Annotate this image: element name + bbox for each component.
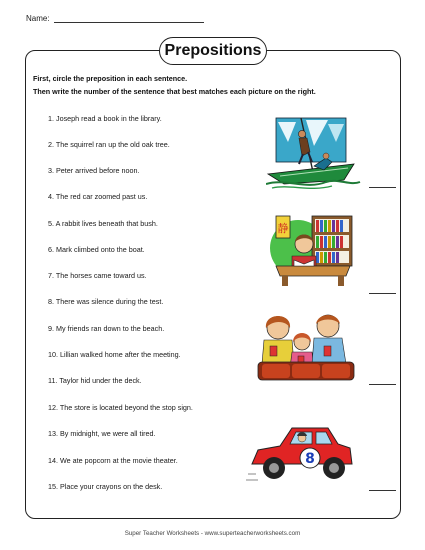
title-box xyxy=(159,37,267,65)
sentence-3: 3. Peter arrived before noon. xyxy=(48,166,140,175)
name-field[interactable] xyxy=(54,14,204,23)
answer-line-theater[interactable] xyxy=(369,384,396,385)
library-picture xyxy=(266,206,356,288)
sentence-2: 2. The squirrel ran up the old oak tree. xyxy=(48,140,170,149)
answer-line-car[interactable] xyxy=(369,490,396,491)
sentence-11: 11. Taylor hid under the deck. xyxy=(48,376,142,385)
sentence-14: 14. We ate popcorn at the movie theater. xyxy=(48,456,178,465)
race-car-picture xyxy=(246,420,356,486)
sentence-10: 10. Lillian walked home after the meeting. xyxy=(48,350,181,359)
name-label: Name: xyxy=(26,14,50,23)
sentence-4: 4. The red car zoomed past us. xyxy=(48,192,148,201)
sentence-6: 6. Mark climbed onto the boat. xyxy=(48,245,145,254)
name-row xyxy=(26,14,204,23)
theater-picture xyxy=(256,306,356,384)
instruction-line-2: Then write the number of the sentence that best matches each picture on the right. xyxy=(33,87,316,96)
sentence-1: 1. Joseph read a book in the library. xyxy=(48,114,162,123)
sentence-8: 8. There was silence during the test. xyxy=(48,297,164,306)
car-number-text: 8 xyxy=(305,451,315,467)
instructions xyxy=(33,72,316,98)
sentence-7: 7. The horses came toward us. xyxy=(48,271,147,280)
page-title: Prepositions xyxy=(164,42,262,59)
boat-picture xyxy=(266,112,362,192)
sentence-9: 9. My friends ran down to the beach. xyxy=(48,324,165,333)
sentence-12: 12. The store is located beyond the stop sign. xyxy=(48,403,193,412)
footer: Super Teacher Worksheets - www.superteacherworksheets.com xyxy=(124,530,301,537)
library-sign-text: 静 xyxy=(277,222,289,235)
sentence-15: 15. Place your crayons on the desk. xyxy=(48,482,163,491)
answer-line-boat[interactable] xyxy=(369,187,396,188)
sentence-13: 13. By midnight, we were all tired. xyxy=(48,429,156,438)
instruction-line-1: First, circle the preposition in each sentence. xyxy=(33,74,188,83)
answer-line-library[interactable] xyxy=(369,293,396,294)
sentence-5: 5. A rabbit lives beneath that bush. xyxy=(48,219,158,228)
